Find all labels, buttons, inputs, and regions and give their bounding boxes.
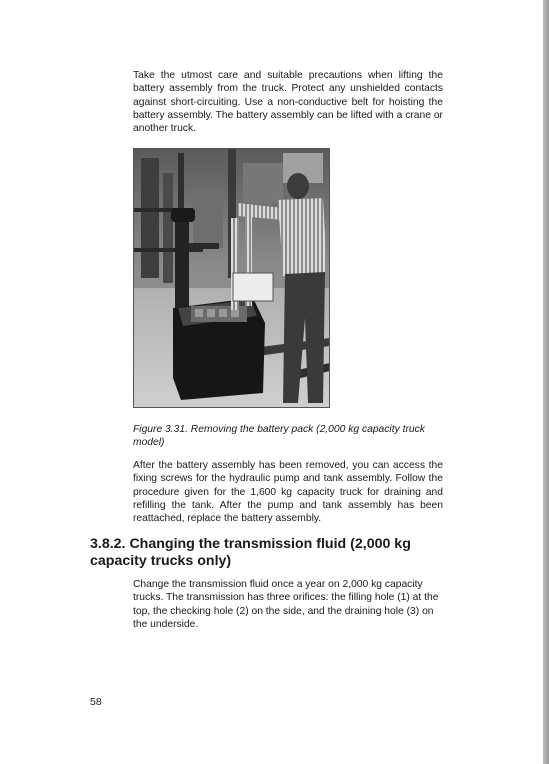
figure-caption: Figure 3.31. Removing the battery pack (2,000 kg capacity truck model) — [133, 424, 425, 449]
section-heading: 3.8.2. Changing the transmission fluid (2,000 kg capacity trucks only) — [90, 536, 411, 569]
battery-removal-photo — [133, 148, 330, 408]
page-number: 58 — [90, 696, 102, 708]
page-edge-divider — [543, 0, 549, 764]
paragraph-pump-access: After the battery assembly has been removed, you can access the fixing screws for the hydraulic pump and tank assembly. Follow the procedure given for the 1,600 kg capacity truck for draining and refilling the tank. After the pump and tank assembly has been reattached, replace the battery assembly. — [133, 460, 443, 525]
paragraph-transmission-fluid: Change the transmission fluid once a year on 2,000 kg capacity trucks. The transmission has three orifices: the filling hole (1) at the top, the checking hole (2) on the side, and the draining hole (3) on the underside. — [133, 579, 439, 630]
paragraph-battery-lifting: Take the utmost care and suitable precautions when lifting the battery assembly from the truck. Protect any unshielded contacts against short-circuiting. Use a non-conductive belt for hoisting the battery assembly. The battery assembly can be lifted with a crane or another truck. — [133, 70, 443, 135]
